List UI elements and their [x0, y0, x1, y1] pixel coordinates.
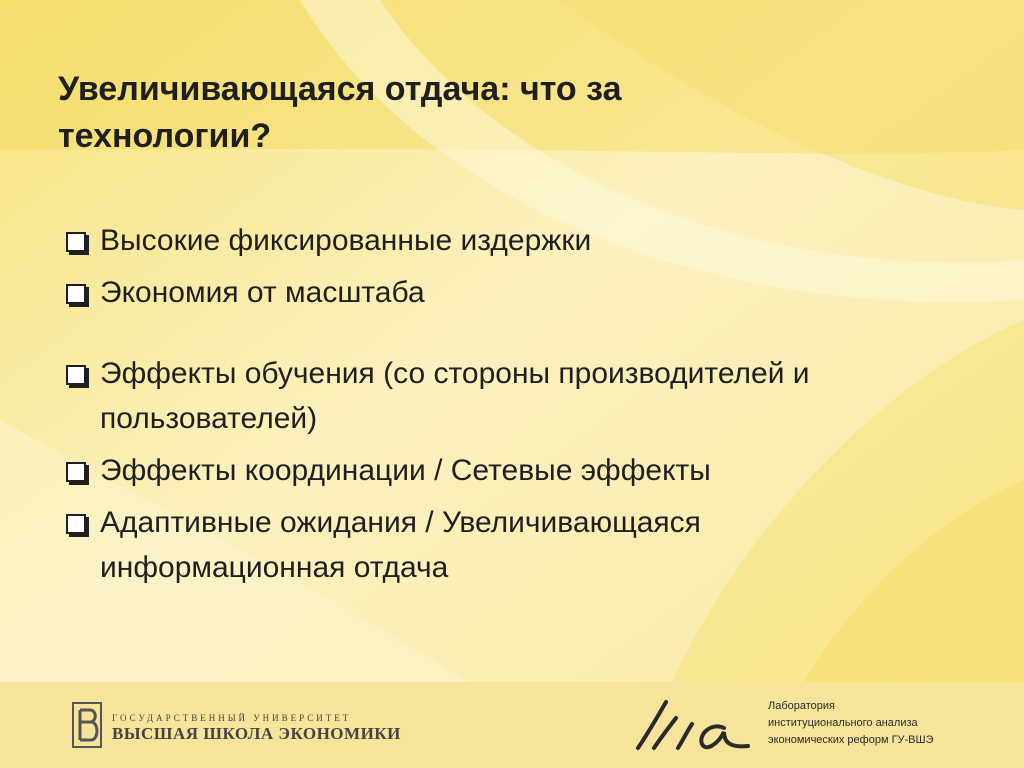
lab-line-3: экономических реформ ГУ-ВШЭ: [768, 734, 934, 746]
bullet-text: Экономия от масштаба: [100, 276, 425, 309]
checkbox-bullet-icon: [66, 365, 86, 385]
checkbox-bullet-icon: [66, 284, 86, 304]
hse-logo-icon: [72, 702, 102, 748]
bullet-text-continued: информационная отдача: [100, 551, 449, 584]
bullet-text: Высокие фиксированные издержки: [100, 224, 592, 257]
slide-title: [58, 66, 938, 160]
bullet-text: Эффекты координации / Сетевые эффекты: [100, 454, 711, 487]
checkbox-bullet-icon: [66, 232, 86, 252]
lab-caption: [768, 698, 1008, 749]
bullet-item: [62, 218, 962, 263]
title-line-2: технологии?: [58, 117, 272, 155]
bullet-list: [62, 218, 962, 597]
bullet-text: Адаптивные ожидания / Увеличивающаяся: [100, 506, 701, 539]
bullet-item: [62, 270, 962, 315]
hse-line-1: ГОСУДАРСТВЕННЫЙ УНИВЕРСИТЕТ: [112, 713, 352, 723]
title-line-1: Увеличивающаяся отдача: что за: [58, 70, 622, 108]
bullet-item: [62, 500, 962, 590]
lab-logo-icon: [628, 698, 752, 754]
checkbox-bullet-icon: [66, 514, 86, 534]
bullet-item: [62, 448, 962, 493]
bullet-text-continued: пользователей): [100, 402, 318, 435]
bullet-text: Эффекты обучения (со стороны производителей и: [100, 357, 810, 390]
hse-line-2: ВЫСШАЯ ШКОЛА ЭКОНОМИКИ: [112, 724, 401, 743]
hse-wordmark: [112, 712, 401, 744]
lab-line-1: Лаборатория: [768, 700, 835, 712]
lab-line-2: институционального анализа: [768, 717, 918, 729]
bullet-item: [62, 351, 962, 441]
checkbox-bullet-icon: [66, 462, 86, 482]
